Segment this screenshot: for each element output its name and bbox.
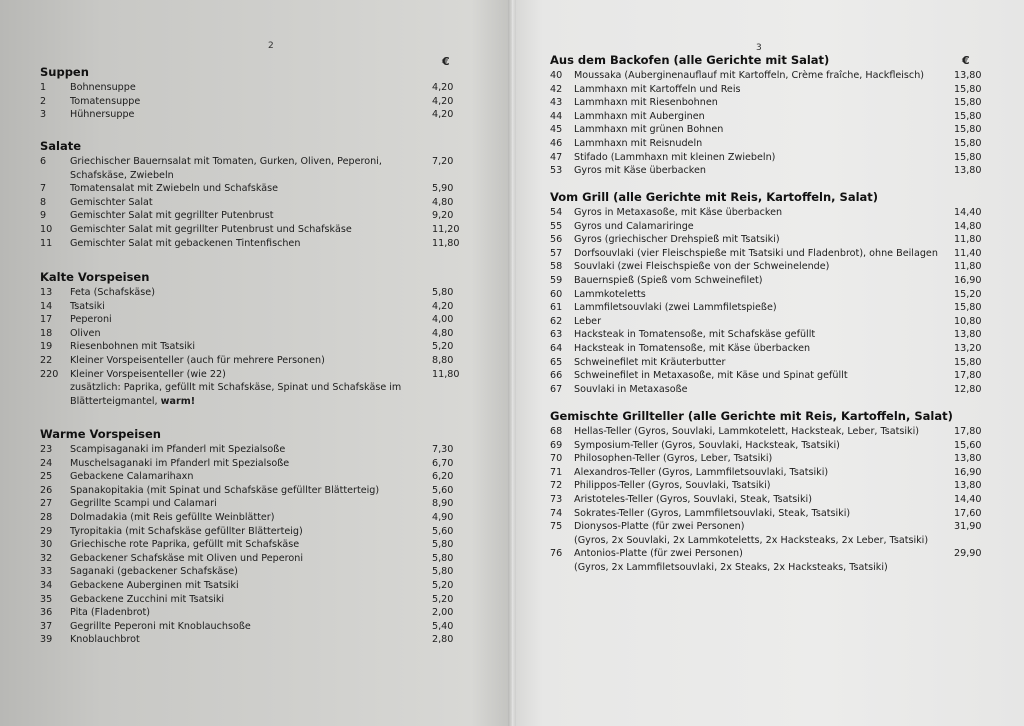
currency-symbol: € [962, 54, 970, 67]
item-price: 15,80 [954, 151, 982, 163]
item-description [70, 397, 195, 407]
item-name: Gyros mit Käse überbacken [574, 165, 706, 177]
item-number: 28 [40, 512, 53, 523]
item-price: 14,40 [954, 494, 982, 505]
item-number: 72 [550, 480, 563, 492]
item-number: 66 [550, 370, 563, 382]
item-price: 14,40 [954, 207, 982, 218]
item-price: 5,80 [432, 539, 454, 551]
item-price: 15,80 [954, 138, 982, 149]
item-name: Gemischter Salat [70, 196, 153, 208]
item-price: 4,80 [432, 196, 454, 208]
item-number: 39 [40, 634, 53, 646]
item-name: Lammhaxn mit grünen Bohnen [574, 124, 724, 136]
section-title: Salate [40, 139, 82, 153]
item-number: 14 [40, 300, 53, 312]
item-name: Gebackene Auberginen mit Tsatsiki [70, 580, 239, 591]
item-price: 31,90 [954, 521, 982, 533]
item-price: 6,70 [432, 457, 454, 469]
item-number: 7 [40, 183, 47, 195]
item-number: 37 [40, 620, 53, 632]
item-name: Spanakopitakia (mit Spinat und Schafskäse gefüllter Blätterteig) [70, 484, 380, 496]
section-title: Kalte Vorspeisen [40, 270, 150, 284]
item-name: Lammhaxn mit Kartoffeln und Reis [574, 83, 741, 95]
item-name: Kleiner Vorspeisenteller (auch für mehrere Personen) [70, 355, 325, 366]
section-title: Warme Vorspeisen [40, 427, 161, 441]
item-price: 5,60 [432, 484, 454, 496]
item-name: Stifado (Lammhaxn mit kleinen Zwiebeln) [574, 151, 776, 163]
item-number: 74 [550, 507, 563, 519]
item-name: Dorfsouvlaki (vier Fleischspieße mit Tsatsiki und Fladenbrot), ohne Beilagen [574, 247, 938, 259]
item-name: Gyros und Calamariringe [574, 220, 694, 232]
item-number: 32 [40, 552, 53, 564]
item-name: Hacksteak in Tomatensoße, mit Käse überbacken [574, 343, 811, 354]
item-price: 29,90 [954, 548, 982, 560]
item-name: Lammhaxn mit Auberginen [574, 110, 705, 122]
item-name: Aristoteles-Teller (Gyros, Souvlaki, Steak, Tsatsiki) [574, 494, 812, 505]
item-price: 5,90 [432, 183, 454, 195]
item-number: 54 [550, 207, 563, 218]
item-name: Leber [574, 315, 602, 327]
item-price: 15,80 [954, 83, 982, 95]
item-price: 8,90 [432, 498, 454, 510]
item-name: Scampisaganaki im Pfanderl mit Spezialsoße [70, 444, 286, 455]
item-name: Muschelsaganaki im Pfanderl mit Spezialsoße [70, 457, 290, 469]
item-number: 59 [550, 275, 563, 286]
item-name: Gemischter Salat mit gegrillter Putenbrust und Schafskäse [70, 224, 352, 235]
item-price: 4,80 [432, 327, 454, 339]
item-price: 11,80 [432, 368, 460, 380]
item-price: 10,80 [954, 315, 982, 327]
item-price: 2,00 [432, 607, 454, 619]
item-number: 36 [40, 607, 53, 619]
item-price: 12,80 [954, 383, 982, 395]
item-name: Lammhaxn mit Riesenbohnen [574, 97, 718, 109]
item-price: 15,60 [954, 439, 982, 451]
item-name: Gyros in Metaxasoße, mit Käse überbacken [574, 207, 783, 218]
item-name: Griechischer Bauernsalat mit Tomaten, Gurken, Oliven, Peperoni, [70, 156, 382, 167]
item-number: 61 [550, 302, 563, 314]
item-number: 17 [40, 314, 53, 326]
item-number: 73 [550, 494, 563, 505]
item-price: 5,80 [432, 566, 454, 578]
item-name: Schweinefilet mit Kräuterbutter [574, 356, 726, 368]
item-price: 5,20 [432, 341, 454, 353]
item-name: Antonios-Platte (für zwei Personen) [574, 548, 743, 560]
item-number: 58 [550, 261, 563, 273]
item-number: 68 [550, 426, 563, 437]
item-number: 47 [550, 151, 563, 163]
item-number: 56 [550, 234, 563, 246]
item-price: 7,30 [432, 444, 454, 455]
item-name: Gyros (griechischer Drehspieß mit Tsatsiki) [574, 234, 780, 246]
item-price: 15,20 [954, 288, 982, 300]
section-title: Suppen [40, 65, 89, 79]
item-price: 17,80 [954, 370, 982, 382]
item-price: 13,80 [954, 453, 982, 465]
item-name: Hellas-Teller (Gyros, Souvlaki, Lammkotelett, Hacksteak, Leber, Tsatsiki) [574, 426, 920, 437]
item-name: Hacksteak in Tomatensoße, mit Schafskäse gefüllt [574, 329, 816, 341]
item-price: 4,20 [432, 82, 454, 93]
item-name: Tomatensalat mit Zwiebeln und Schafskäse [70, 183, 279, 195]
item-number: 1 [40, 82, 47, 93]
item-price: 13,80 [954, 165, 982, 177]
section-title: Vom Grill (alle Gerichte mit Reis, Kartoffeln, Salat) [550, 190, 879, 204]
item-name: Peperoni [70, 314, 112, 326]
item-price: 15,80 [954, 97, 982, 109]
page-number: 2 [268, 41, 274, 51]
item-number: 2 [40, 95, 47, 107]
item-price: 13,20 [954, 343, 982, 354]
item-number: 53 [550, 165, 563, 177]
item-price: 14,80 [954, 220, 982, 232]
item-number: 27 [40, 498, 53, 510]
item-name: Bauernspieß (Spieß vom Schweinefilet) [574, 275, 763, 286]
item-number: 10 [40, 224, 53, 235]
item-price: 9,20 [432, 210, 454, 222]
item-price: 15,80 [954, 124, 982, 136]
item-price: 4,00 [432, 314, 454, 326]
item-price: 13,80 [954, 70, 982, 81]
item-price: 11,80 [432, 237, 460, 249]
item-name: Lammhaxn mit Reisnudeln [574, 138, 703, 149]
item-name: Lammkoteletts [574, 288, 646, 300]
item-price: 4,20 [432, 300, 454, 312]
item-number: 45 [550, 124, 563, 136]
item-price: 5,80 [432, 287, 454, 298]
item-number: 43 [550, 97, 563, 109]
item-name: Souvlaki (zwei Fleischspieße von der Schweinelende) [574, 261, 830, 273]
item-name: Souvlaki in Metaxasoße [574, 383, 688, 395]
menu-page-right [512, 0, 1024, 726]
item-name: Bohnensuppe [70, 82, 136, 93]
item-price: 11,40 [954, 247, 982, 259]
item-name: Moussaka (Auberginenauflauf mit Kartoffeln, Crème fraîche, Hackfleisch) [574, 70, 925, 81]
item-price: 4,90 [432, 512, 454, 523]
item-number: 40 [550, 70, 563, 81]
item-number: 60 [550, 288, 563, 300]
item-name: Gegrillte Peperoni mit Knoblauchsoße [70, 620, 251, 632]
item-name: Griechische rote Paprika, gefüllt mit Schafskäse [70, 539, 300, 551]
item-number: 65 [550, 356, 563, 368]
item-number: 8 [40, 196, 47, 208]
page-number: 3 [756, 43, 762, 53]
item-number: 9 [40, 210, 47, 222]
item-name: Riesenbohnen mit Tsatsiki [70, 341, 195, 353]
item-number: 71 [550, 466, 563, 478]
item-name: Tomatensuppe [70, 95, 141, 107]
item-number: 70 [550, 453, 563, 465]
item-number: 75 [550, 521, 563, 533]
item-number: 23 [40, 444, 53, 455]
item-price: 8,80 [432, 355, 454, 366]
item-number: 34 [40, 580, 53, 591]
item-description: Schafskäse, Zwiebeln [70, 169, 174, 181]
item-price: 17,60 [954, 507, 982, 519]
item-number: 44 [550, 110, 563, 122]
item-name: Knoblauchbrot [70, 634, 140, 646]
item-description: (Gyros, 2x Lammfiletsouvlaki, 2x Steaks, 2x Hacksteaks, Tsatsiki) [574, 562, 888, 573]
item-name: Dionysos-Platte (für zwei Personen) [574, 521, 745, 533]
item-name: Pita (Fladenbrot) [70, 607, 151, 619]
item-number: 76 [550, 548, 563, 560]
item-number: 64 [550, 343, 563, 354]
item-name: Philippos-Teller (Gyros, Souvlaki, Tsatsiki) [574, 480, 771, 492]
item-name: Alexandros-Teller (Gyros, Lammfiletsouvlaki, Tsatsiki) [574, 466, 829, 478]
currency-symbol: € [442, 55, 450, 68]
item-price: 5,20 [432, 580, 454, 591]
item-number: 57 [550, 247, 563, 259]
item-name: Lammfiletsouvlaki (zwei Lammfiletspieße) [574, 302, 777, 314]
item-name: Dolmadakia (mit Reis gefüllte Weinblätter) [70, 512, 275, 523]
item-description: (Gyros, 2x Souvlaki, 2x Lammkoteletts, 2x Hacksteaks, 2x Leber, Tsatsiki) [574, 534, 929, 546]
item-price: 15,80 [954, 356, 982, 368]
item-number: 35 [40, 593, 53, 605]
item-name: Gebackener Schafskäse mit Oliven und Peperoni [70, 552, 303, 564]
item-price: 4,20 [432, 109, 454, 121]
item-price: 17,80 [954, 426, 982, 437]
item-price: 2,80 [432, 634, 454, 646]
item-name: Philosophen-Teller (Gyros, Leber, Tsatsiki) [574, 453, 773, 465]
item-number: 29 [40, 525, 53, 537]
item-number: 19 [40, 341, 53, 353]
item-number: 30 [40, 539, 53, 551]
item-name: Oliven [70, 327, 101, 339]
section-title: Gemischte Grillteller (alle Gerichte mit Reis, Kartoffeln, Salat) [550, 409, 953, 423]
item-price: 11,80 [954, 234, 982, 246]
item-number: 62 [550, 315, 563, 327]
item-price: 16,90 [954, 466, 982, 478]
item-name: Gebackene Zucchini mit Tsatsiki [70, 593, 225, 605]
item-description-emphasis: warm! [160, 395, 196, 407]
item-price: 13,80 [954, 329, 982, 341]
item-name: Gebackene Calamarihaxn [70, 471, 194, 483]
item-price: 5,80 [432, 552, 454, 564]
item-number: 25 [40, 471, 53, 483]
item-price: 16,90 [954, 275, 982, 286]
item-name: Tyropitakia (mit Schafskäse gefüllter Blätterteig) [70, 525, 303, 537]
item-name: Tsatsiki [70, 300, 105, 312]
item-price: 11,80 [954, 261, 982, 273]
item-price: 5,40 [432, 620, 454, 632]
item-price: 15,80 [954, 302, 982, 314]
item-number: 55 [550, 220, 563, 232]
item-number: 33 [40, 566, 53, 578]
item-number: 24 [40, 457, 53, 469]
item-number: 46 [550, 138, 563, 149]
item-name: Hühnersuppe [70, 109, 135, 121]
item-name: Gemischter Salat mit gegrillter Putenbrust [70, 210, 274, 222]
item-price: 15,80 [954, 110, 982, 122]
item-name: Gemischter Salat mit gebackenen Tintenfischen [70, 237, 301, 249]
item-name: Gegrillte Scampi und Calamari [70, 498, 217, 510]
item-description-text: Blätterteigmantel, [70, 395, 158, 407]
item-price: 13,80 [954, 480, 982, 492]
item-price: 11,20 [432, 224, 460, 235]
item-number: 26 [40, 484, 53, 496]
item-name: Feta (Schafskäse) [70, 287, 155, 298]
item-number: 6 [40, 156, 47, 167]
item-number: 22 [40, 355, 53, 366]
item-number: 67 [550, 383, 563, 395]
item-price: 5,60 [432, 525, 454, 537]
item-number: 220 [40, 368, 59, 380]
item-name: Schweinefilet in Metaxasoße, mit Käse und Spinat gefüllt [574, 370, 848, 382]
section-title: Aus dem Backofen (alle Gerichte mit Salat) [550, 53, 830, 67]
item-number: 18 [40, 327, 53, 339]
item-name: Saganaki (gebackener Schafskäse) [70, 566, 238, 578]
item-name: Sokrates-Teller (Gyros, Lammfiletsouvlaki, Steak, Tsatsiki) [574, 507, 851, 519]
item-number: 11 [40, 237, 53, 249]
item-price: 6,20 [432, 471, 454, 483]
item-name: Symposium-Teller (Gyros, Souvlaki, Hacksteak, Tsatsiki) [574, 439, 840, 451]
item-description: zusätzlich: Paprika, gefüllt mit Schafskäse, Spinat und Schafskäse im [70, 382, 402, 394]
item-number: 3 [40, 109, 47, 121]
item-price: 4,20 [432, 95, 454, 107]
item-number: 69 [550, 439, 563, 451]
page-fold [508, 0, 516, 726]
item-number: 13 [40, 287, 53, 298]
item-price: 7,20 [432, 156, 454, 167]
item-number: 63 [550, 329, 563, 341]
item-name: Kleiner Vorspeisenteller (wie 22) [70, 368, 226, 380]
item-number: 42 [550, 83, 563, 95]
item-price: 5,20 [432, 593, 454, 605]
